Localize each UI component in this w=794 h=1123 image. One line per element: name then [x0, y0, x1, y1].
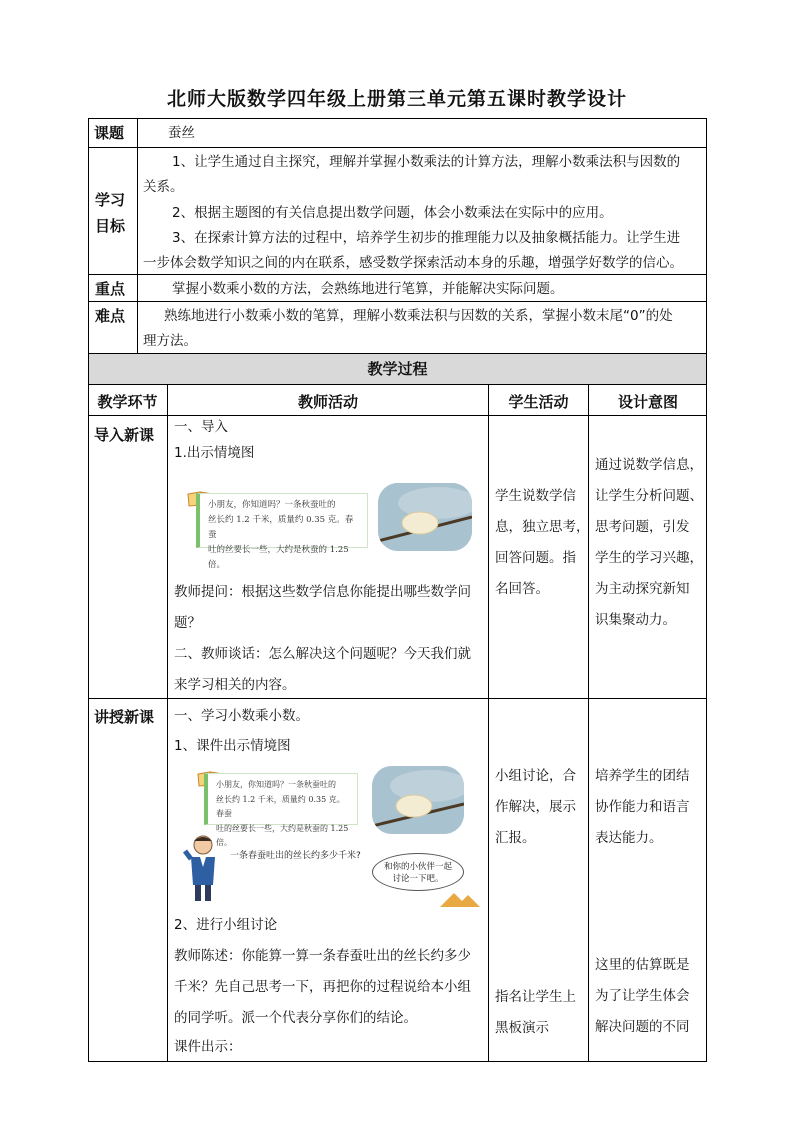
- topic-label: 课题: [94, 124, 125, 142]
- section2-info-bubble: 小朋友，你知道吗？一条秋蚕吐的 丝长约 1.2 千米，质量约 0.35 克。春蚕 吐的丝要长一些，大约是秋蚕的 1.25 倍。: [204, 773, 358, 825]
- question-text: 一条春蚕吐出的丝长约多少千米?: [230, 851, 361, 861]
- process-header: 教学过程: [367, 360, 428, 378]
- column-teacher: 教师活动: [297, 393, 358, 411]
- difficulty-line-2: 理方法。: [143, 333, 197, 349]
- column-stage: 教学环节: [97, 393, 158, 411]
- objective-1-cont: 关系。: [143, 179, 184, 195]
- section1-teacher-5: 二、教师谈话：怎么解决这个问题呢？今天我们就: [174, 646, 471, 662]
- key-point-value: 掌握小数乘小数的方法，会熟练地进行笔算，并能解决实际问题。: [172, 281, 564, 297]
- section1-teacher-1: 一、导入: [174, 419, 228, 435]
- silkworm-cocoon-photo-2: [372, 766, 464, 834]
- partner-speech-bubble: 和你的小伙伴一起 讨论一下吧。: [372, 853, 464, 891]
- teacher-figure-icon: [183, 833, 223, 903]
- section1-teacher-6: 来学习相关的内容。: [174, 677, 296, 693]
- objective-3: 3、在探索计算方法的过程中，培养学生初步的推理能力以及抽象概括能力。让学生进: [172, 230, 681, 246]
- section2-teacher-4: 教师陈述：你能算一算一条春蚕吐出的丝长约多少: [174, 948, 471, 964]
- objective-2: 2、根据主题图的有关信息提出数学问题，体会小数乘法在实际中的应用。: [172, 205, 613, 221]
- topic-value: 蚕丝: [168, 125, 195, 141]
- page-title: 北师大版数学四年级上册第三单元第五课时教学设计: [166, 88, 627, 110]
- section2-teacher-6: 的同学听。派一个代表分享你们的结论。: [174, 1010, 417, 1026]
- key-point-label: 重点: [95, 280, 126, 298]
- section2-stage: 讲授新课: [94, 708, 155, 726]
- mountain-icon: [440, 887, 480, 907]
- section2-teacher-5: 千米？先自己思考一下，再把你的过程说给本小组: [174, 979, 471, 995]
- section2-teacher-2: 1、课件出示情境图: [174, 738, 291, 754]
- column-intent: 设计意图: [617, 393, 678, 411]
- objectives-label-1: 学习: [95, 191, 126, 209]
- section2-teacher-7: 课件出示：: [174, 1039, 242, 1055]
- section2-teacher-3: 2、进行小组讨论: [174, 917, 278, 933]
- section1-info-bubble: 小朋友，你知道吗？一条秋蚕吐的 丝长约 1.2 千米，质量约 0.35 克。春蚕 吐的丝要长一些，大约是秋蚕的 1.25 倍。: [196, 493, 368, 548]
- objective-1: 1、让学生通过自主探究，理解并掌握小数乘法的计算方法，理解小数乘法积与因数的: [172, 154, 681, 170]
- objective-3-cont: 一步体会数学知识之间的内在联系，感受数学探索活动本身的乐趣，增强学好数学的信心。: [143, 255, 683, 271]
- section1-stage: 导入新课: [94, 426, 155, 444]
- section1-teacher-3: 教师提问：根据这些数学信息你能提出哪些数学问: [174, 584, 471, 600]
- silkworm-cocoon-photo: [378, 483, 472, 551]
- difficulty-label: 难点: [95, 307, 126, 325]
- section1-teacher-4: 题？: [174, 615, 201, 631]
- difficulty-line-1: 熟练地进行小数乘小数的笔算，理解小数乘法积与因数的关系，掌握小数末尾“0”的处: [164, 308, 673, 324]
- objectives-label-2: 目标: [95, 217, 126, 235]
- section1-teacher-2: 1.出示情境图: [174, 445, 255, 461]
- column-student: 学生活动: [508, 393, 569, 411]
- section2-teacher-1: 一、学习小数乘小数。: [174, 708, 309, 724]
